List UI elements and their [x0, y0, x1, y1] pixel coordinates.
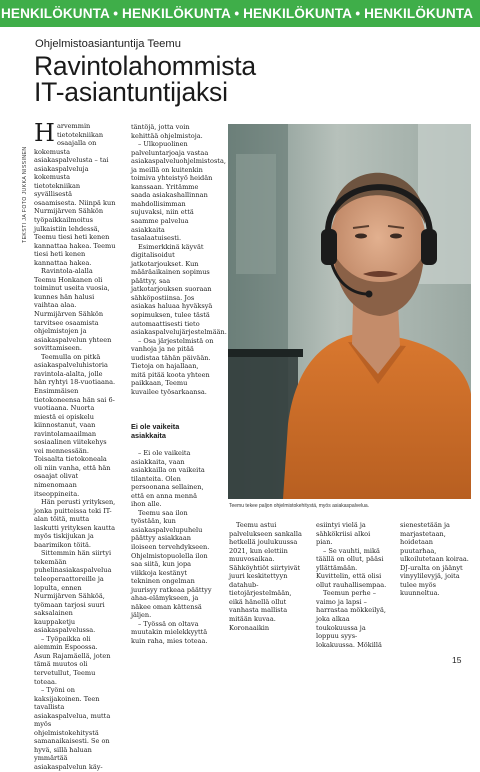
paragraph: esiintyi vielä ja sähkökriisi alkoi pian. — [316, 521, 371, 547]
text-column-5 — [400, 521, 470, 598]
headline-line-2: IT-asiantuntijaksi — [34, 77, 228, 107]
subheading-line-1: Ei ole vaikeita — [131, 422, 180, 431]
article-headline — [34, 53, 256, 105]
paragraph: – Ulkopuolinen palveluntarjoaja vastaa asiakaspalveluohjelmistosta, ja meillä on kuitenkin toimiva yhteistyö heidän kanssaan. Yritämme saada asiakashallinnan mahdollisimman sujuvaksi, niin että saamme palvelua asiakkaita tasalaatuisesti. — [131, 140, 226, 243]
text-column-1 — [34, 119, 116, 772]
section-banner: HENKILÖKUNTA • HENKILÖKUNTA • HENKILÖKUNTA • HENKILÖKUNTA — [0, 0, 480, 27]
photo-credit-text: TEKSTI JA FOTO JUKKA NISSINEN — [22, 146, 28, 243]
paragraph-text: arvemmin tietotekniikan osaajalla on kokemusta asiakaspalvelusta – tai asiakaspalveluja kokemusta tietotekniikan syvällisestä osaamisesta. Niinpä kun Nurmijärven Sähkön työpaikkailmoitus julkaistiin lehdessä, Teemu tiesi heti kenen kannattaa hakea. Teemu tiesi heti kenen kannattaa hakea. — [34, 122, 116, 267]
photo-caption: Teemu tekee paljon ohjelmistokehitystä, myös asiakaspalvelua. — [229, 503, 370, 509]
text-column-2 — [131, 123, 227, 397]
paragraph: Esimerkkinä käyvät digitalisoidut jatkotarjoukset. Kun määräaikainen sopimus päättyy, saa jatkotarjouksen suoraan sähköpostiinsa. Jos asiakas haluaa hyväksyä sopimuksen, tulee tästä automaattisesti tieto asiakaspalvelujärjestelmään. — [131, 242, 227, 337]
paragraph: – Ei ole vaikeita asiakkaita, vaan asiakkailla on vaikeita tilanteita. Olen persoonana sellainen, että en anna mennä ihon alle. — [131, 449, 205, 509]
paragraph: – Työni on kaksijakoinen. Teen tavallista asiakaspalvelua, mutta myös ohjelmistokehitystä samanaikaisesti. Se on hyvä, sillä haluan ymmärtää asiakaspalvelun käy- — [34, 686, 111, 772]
headline-line-1: Ravintolahommista — [34, 51, 256, 81]
paragraph: Teemu astui palvelukseen sankalla hetkellä joulukuussa 2021, kun elettiin muuvosaikaa. Sähköyhtiöt siirtyivät juuri keskitettyyn datahub-tietojärjestelmään, eikä hänellä ollut vanhasta mallista mitään kuvaa. Koronaaikin — [229, 521, 302, 632]
paragraph: Sittemmin hän siirtyi tekemään puhelinasiakaspalvelua teleoperaattoreille ja lopulta, ennen Nurmijärven Sähköä, työmaan tarjosi suuri saksalainen kauppaketju asiakaspalvelussa. — [34, 549, 112, 635]
paragraph: Teemulla on pitkä asiakaspalveluhistoria ravintola-alalta, jolle hän ryhtyi 18-vuotiaana. Ensimmäisen tietokoneensa hän sai 6-vuotiaana. Nuorta miestä ei opiskelu kiinnostanut, vaan ravintolamaailman sosiaalinen viitekehys vei mennessään. Toisaalta tietokoneala oli niin vanha, että hän osaajat olivat nimenomaan itseoppineita. — [34, 352, 116, 498]
section-subheading — [131, 422, 179, 440]
paragraph: täntöjä, jotta voin kehittää ohjelmistoja. — [131, 123, 203, 140]
paragraph: – Se vauhti, mikä täällä on ollut, pääsi yllättämään. Kuvittelin, että olisi ollut rauhallisempaa. — [316, 546, 387, 589]
paragraph: Ravintola-alalla Teemu Honkanen oli toiminut useita vuosia, kunnes hän halusi vaihtaa alaa. Nurmijärven Sähkön tarvitsee osaamista ohjelmistojen ja asiakaspalvelun yhteen sovittamiseen. — [34, 267, 112, 353]
paragraph: Teemu saa ilon työstään, kun asiakaspalvelupuhelu päättyy asiakkaan iloiseen tervehdykseen. Ohjelmistopuolella ilon saa siitä, kun jopa viikkoja kestänyt tekninen ongelman juurisyy ratkeaa päättyy ahaa-elämykseen, ja näkee oman kättensä jäljen. — [131, 508, 212, 620]
text-column-2-lower — [131, 449, 213, 646]
page-number: 15 — [452, 655, 462, 665]
portrait-photo — [228, 124, 471, 499]
text-column-4 — [316, 521, 388, 649]
portrait-illustration — [228, 124, 471, 499]
paragraph: – Työssä on oltava muutakin mielekkyyttä kuin raha, mies toteaa. — [131, 619, 208, 646]
drop-cap: H — [34, 119, 55, 147]
article-kicker: Ohjelmistoasiantuntija Teemu — [35, 38, 181, 50]
intro-paragraph — [34, 119, 116, 267]
paragraph: – Työpaikka oli aiemmin Espoossa. Asun Rajamäellä, joten tämä muutos oli tervetullut, Teemu toteaa. — [34, 634, 111, 686]
text-column-3 — [229, 521, 302, 632]
paragraph: sienestetään ja marjastetaan, hoidetaan puutarhaa, ulkoilutetaan koiraa. DJ-uralta on jäänyt vinyylilevyjä, joita tulee myös kuunneltua. — [400, 521, 469, 598]
subheading-line-2: asiakkaita — [131, 431, 166, 440]
photo-credit — [22, 123, 31, 243]
paragraph: – Osa järjestelmistä on vanhoja ja ne pitää uudistaa tähän päivään. Tietoja on hajallaan, mitä pitää koota yhteen paikkaan, Teemu kuvailee työsarkaansa. — [131, 336, 214, 396]
paragraph: Teemun perhe – vaimo ja lapsi – harrastaa mökkeilyä, joka alkaa toukokuussa ja loppuu syys-lokakuussa. Mökillä — [316, 589, 386, 649]
paragraph: Hän perusti yrityksen, jonka puitteissa teki IT-alan töitä, mutta laskutti yrityksen kautta myös tiskijukan ja baarimikon töitä. — [34, 498, 116, 549]
